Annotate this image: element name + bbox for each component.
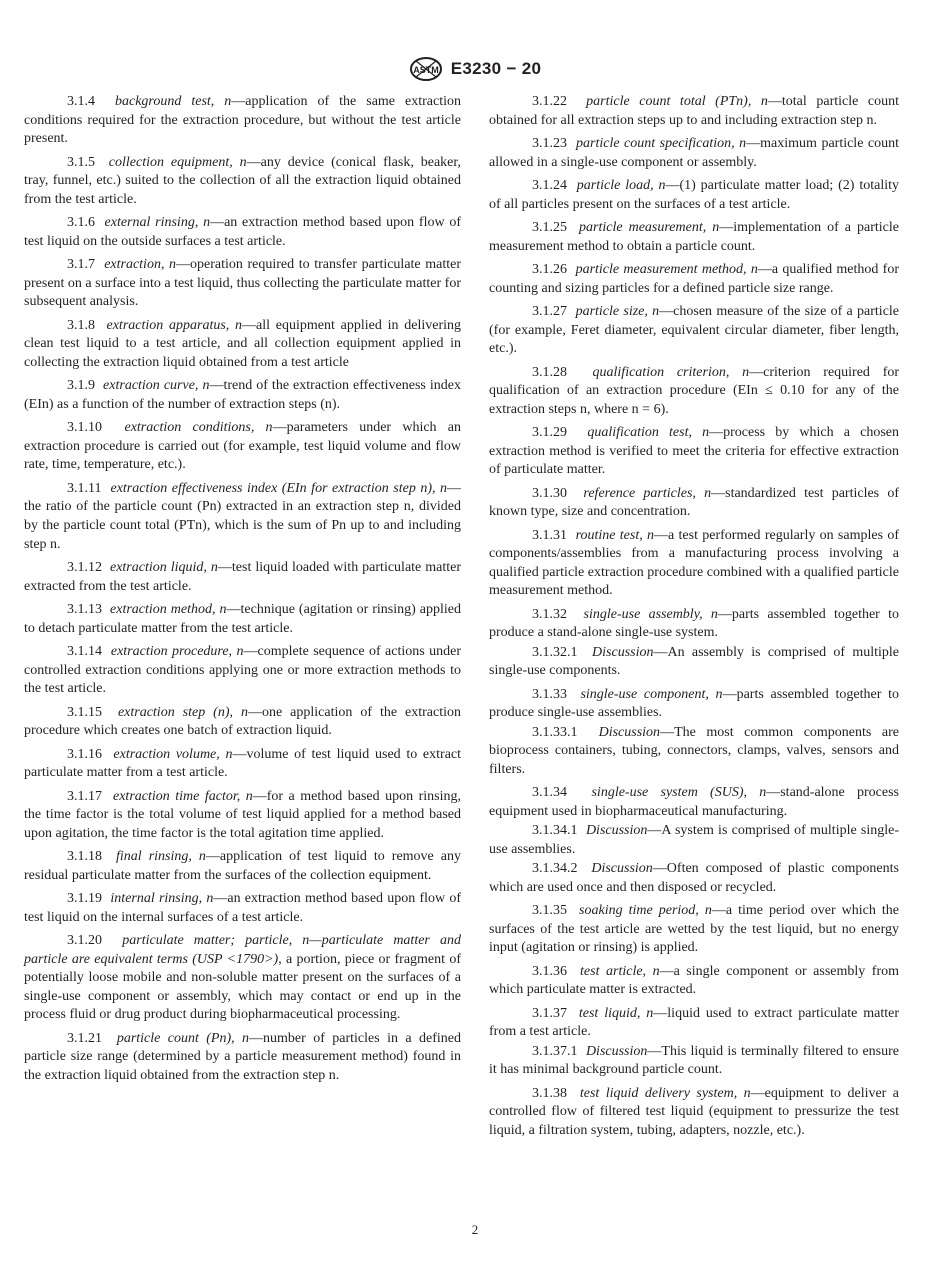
definition-3-1-25: 3.1.25 particle measurement, n—implementation of a particle measurement method to obtain a particle count.	[489, 219, 899, 254]
definition-3-1-28: 3.1.28 qualification criterion, n—criterion required for qualification of an extraction procedure (EIn ≤ 0.10 for any of the extraction steps n, where n = 6).	[489, 364, 900, 417]
definition-3-1-21: 3.1.21 particle count (Pn), n—number of particles in a defined particle size range (determined by a particle measurement method) found in the extraction liquid obtained from the extraction step n.	[24, 1030, 461, 1084]
definition-3-1-19: 3.1.19 internal rinsing, n—an extraction method based upon flow of test liquid on the internal surfaces of a test article.	[24, 891, 461, 925]
definition-3-1-6: 3.1.6 external rinsing, n—an extraction method based upon flow of test liquid on the outside surfaces a test article.	[24, 215, 461, 249]
definition-3-1-15: 3.1.15 extraction step (n), n—one application of the extraction procedure which creates one batch of extraction liquid.	[24, 704, 462, 739]
discussion-3-1-32-1: 3.1.32.1 Discussion—An assembly is comprised of multiple single-use components.	[489, 644, 899, 679]
definition-3-1-12: 3.1.12 extraction liquid, n—test liquid loaded with particulate matter extracted from the test article.	[24, 560, 462, 594]
discussion-3-1-34-2: 3.1.34.2 Discussion—Often composed of plastic components which are used once and then disposed or recycled.	[489, 861, 899, 895]
definition-3-1-23: 3.1.23 particle count specification, n—maximum particle count allowed in a single-use component or assembly.	[489, 135, 900, 170]
definition-3-1-9: 3.1.9 extraction curve, n—trend of the extraction effectiveness index (EIn) as a function of the number of extraction steps (n).	[24, 378, 461, 412]
definition-3-1-36: 3.1.36 test article, n—a single component or assembly from which particulate matter is extracted.	[489, 963, 900, 998]
definition-3-1-32: 3.1.32 single-use assembly, n—parts assembled together to produce a stand-alone single-use system.	[489, 606, 899, 641]
discussion-3-1-34-1: 3.1.34.1 Discussion—A system is comprised of multiple single-use assemblies.	[489, 823, 900, 857]
standard-designation: E3230 − 20	[450, 59, 542, 78]
definition-3-1-29: 3.1.29 qualification test, n—process by which a chosen extraction method is verified to meet the criteria for effective extraction of particulate matter.	[489, 425, 900, 478]
definition-3-1-5: 3.1.5 collection equipment, n—any device (conical flask, beaker, tray, funnel, etc.) suited to the collection of all the extraction liquid obtained from the test article.	[24, 154, 461, 207]
definition-3-1-31: 3.1.31 routine test, n—a test performed regularly on samples of components/assemblies from a manufacturing process involving a qualified particle extraction procedure combined with a qualified particle measurement method.	[489, 527, 899, 599]
definition-3-1-34: 3.1.34 single-use system (SUS), n—stand-alone process equipment used in biopharmaceutical manufacturing.	[489, 785, 899, 819]
right-column	[489, 93, 899, 1145]
definition-3-1-38: 3.1.38 test liquid delivery system, n—equipment to deliver a controlled flow of filtered test liquid (equipment to pressurize the test liquid, a filtration system, tubing, adapters, nozzle, etc.).	[489, 1085, 899, 1139]
definition-3-1-37: 3.1.37 test liquid, n—liquid used to extract particulate matter from a test article.	[489, 1005, 900, 1040]
definition-3-1-22: 3.1.22 particle count total (PTn), n—total particle count obtained for all extraction steps up to and including extraction step n.	[489, 94, 900, 128]
definition-3-1-35: 3.1.35 soaking time period, n—a time period over which the surfaces of the test article are wetted by the test liquid, but no energy input (agitation or rinsing) is applied.	[489, 903, 899, 956]
svg-text:ASTM: ASTM	[413, 65, 439, 75]
astm-logo-icon	[409, 56, 443, 82]
definition-3-1-30: 3.1.30 reference particles, n—standardized test particles of known type, size and concentration.	[489, 485, 899, 520]
definition-3-1-14: 3.1.14 extraction procedure, n—complete sequence of actions under controlled extraction conditions applying one or more extraction methods to the test article.	[24, 644, 462, 697]
definition-3-1-8: 3.1.8 extraction apparatus, n—all equipment applied in delivering clean test liquid to a test article, and all collection equipment applied in collecting the extraction liquid obtained from a test article	[24, 317, 461, 370]
discussion-3-1-33-1: 3.1.33.1 Discussion—The most common components are bioprocess containers, tubing, connectors, clamps, valves, sensors and filters.	[489, 724, 900, 777]
page-number: 2	[471, 1222, 479, 1237]
definition-3-1-13: 3.1.13 extraction method, n—technique (agitation or rinsing) applied to detach particulate matter from the test article.	[24, 602, 461, 636]
definition-3-1-10: 3.1.10 extraction conditions, n—parameters under which an extraction procedure is carried out (for example, test liquid volume and flow rate, time, temperature, etc.).	[24, 420, 461, 473]
definition-3-1-7: 3.1.7 extraction, n—operation required to transfer particulate matter present on a surface into a test liquid, thus collecting the particulate matter for subsequent analysis.	[24, 257, 461, 310]
definition-3-1-18: 3.1.18 final rinsing, n—application of test liquid to remove any residual particulate matter from the surfaces of the collection equipment.	[24, 849, 461, 883]
page-header	[0, 56, 950, 82]
definition-3-1-24: 3.1.24 particle load, n—(1) particulate matter load; (2) totality of all particles present on the surfaces of a test article.	[489, 177, 900, 212]
definition-3-1-20: 3.1.20 particulate matter; particle, n—particulate matter and particle are equivalent terms (USP <1790>), a portion, piece or fragment of potentially loose mobile and non-soluble matter present on the surfaces of a single-use component or assembly, which may contact or end up in the process fluid or drug product during biopharmaceutical processing.	[24, 933, 461, 1023]
definition-3-1-33: 3.1.33 single-use component, n—parts assembled together to produce single-use assemblies.	[489, 686, 899, 721]
definition-3-1-26: 3.1.26 particle measurement method, n—a qualified method for counting and sizing particles for a defined particle size range.	[489, 261, 900, 296]
left-column	[24, 93, 461, 1090]
discussion-3-1-37-1: 3.1.37.1 Discussion—This liquid is terminally filtered to ensure it has minimal background particle count.	[489, 1043, 899, 1078]
definition-3-1-16: 3.1.16 extraction volume, n—volume of test liquid used to extract particulate matter from a test article.	[24, 746, 462, 781]
definition-3-1-17: 3.1.17 extraction time factor, n—for a method based upon rinsing, the time factor is the total volume of test liquid applied for a method based upon agitation, the time factor is the total agitation time applied.	[24, 788, 462, 841]
definition-3-1-4: 3.1.4 background test, n—application of the same extraction conditions required for the extraction procedure, but without the test article present.	[24, 94, 461, 147]
definition-3-1-27: 3.1.27 particle size, n—chosen measure of the size of a particle (for example, Feret diameter, equivalent circular diameter, fiber length, etc.).	[489, 303, 900, 357]
definition-3-1-11: 3.1.11 extraction effectiveness index (EIn for extraction step n), n—the ratio of the particle count (Pn) extracted in an extraction step n, divided by the particle count total (PTn), which is the sum of Pn up to and including step n.	[24, 480, 461, 552]
